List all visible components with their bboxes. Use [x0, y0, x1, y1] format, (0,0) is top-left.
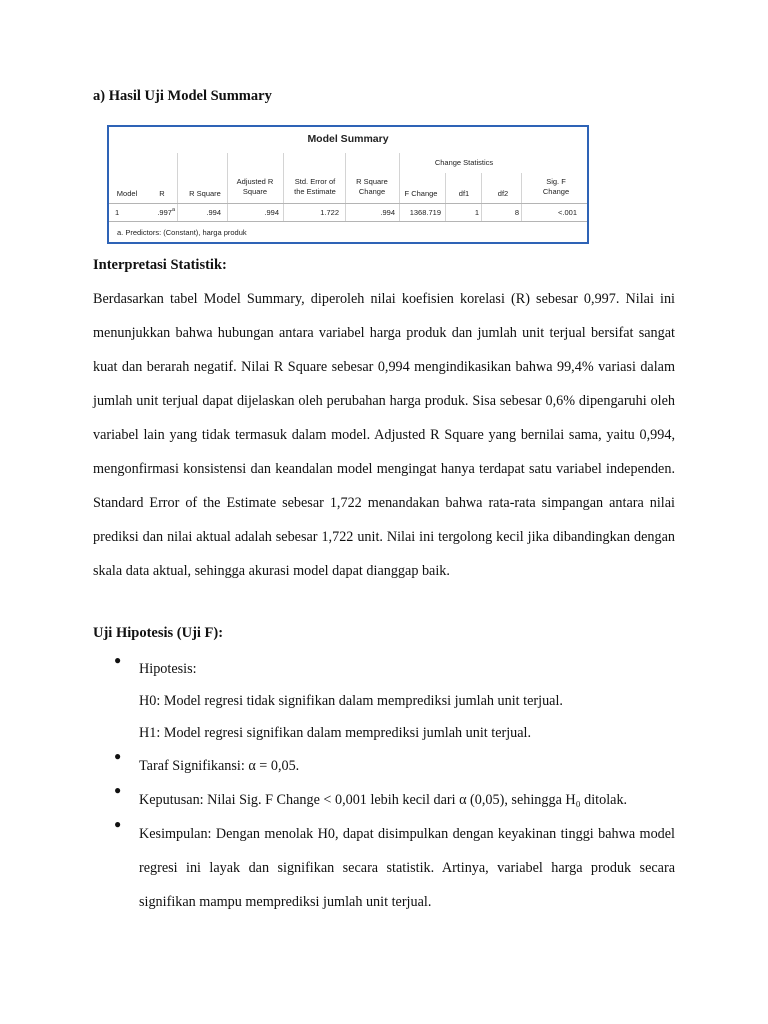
header-r-square-change: R Square Change: [356, 177, 388, 196]
grid-line: [345, 153, 346, 221]
cell-model: 1: [115, 208, 120, 217]
bullet-icon: ●: [114, 653, 122, 667]
kesimpulan-text: Kesimpulan: Dengan menolak H0, dapat disimpulkan dengan keyakinan tinggi bahwa model regresi ini layak dan signifikan secara statistik. Artinya, variabel harga produk secara signifikan mampu memprediksi jumlah unit terjual.: [139, 826, 675, 910]
bullet-icon: ●: [114, 783, 122, 797]
header-divider: [109, 203, 587, 204]
cell-df1: 1: [474, 208, 479, 217]
hypothesis-list: [93, 653, 675, 919]
interpretasi-paragraph: Berdasarkan tabel Model Summary, diperoleh nilai koefisien korelasi (R) sebesar 0,997. Nilai ini menunjukkan bahwa hubungan antara variabel harga produk dan jumlah unit terjual bersifat sangat kuat dan berarah negatif. Nilai R Square sebesar 0,994 mengindikasikan bahwa 99,4% variasi dalam jumlah unit terjual dapat dijelaskan oleh perubahan harga produk. Sisa sebesar 0,6% dipengaruhi oleh variabel lain yang tidak termasuk dalam model. Adjusted R Square yang bernilai sama, yaitu 0,994, mengonfirmasi konsistensi dan keandalan model mengingat hanya terdapat satu variabel independen. Standard Error of the Estimate sebesar 1,722 menandakan bahwa rata-rata simpangan antara nilai prediksi dan nilai aktual adalah sebesar 1,722 unit. Nilai ini tergolong kecil jika dibandingkan dengan skala data aktual, sehingga akurasi model dapat dianggap baik.: [93, 291, 675, 579]
table-footnote: a. Predictors: (Constant), harga produk: [117, 228, 247, 237]
model-summary-table: [107, 125, 589, 244]
header-std-error: Std. Error of the Estimate: [294, 177, 336, 196]
section-heading-uji-hipotesis: Uji Hipotesis (Uji F):: [93, 625, 224, 641]
bullet-icon: ●: [114, 817, 122, 831]
section-heading-model-summary: a) Hasil Uji Model Summary: [93, 88, 272, 104]
taraf-text: Taraf Signifikansi: α = 0,05.: [139, 758, 300, 774]
header-r: R: [159, 189, 165, 198]
cell-std-error: 1.722: [320, 208, 339, 217]
cell-f-change: 1368.719: [409, 208, 441, 217]
header-r-square: R Square: [189, 189, 221, 198]
header-model: Model: [116, 189, 138, 198]
list-item-keputusan: [93, 783, 675, 817]
cell-adjusted-r-square: .994: [264, 208, 279, 217]
header-adjusted-r-square: Adjusted R Square: [236, 177, 274, 196]
list-item-hipotesis: [93, 653, 675, 749]
keputusan-text: Keputusan: Nilai Sig. F Change < 0,001 lebih kecil dari α (0,05), sehingga H₀ ditolak.: [139, 792, 628, 808]
grid-line: [283, 153, 284, 221]
list-item-taraf: [93, 749, 675, 783]
cell-sig-f-change: <.001: [558, 208, 577, 217]
grid-line: [521, 173, 522, 221]
change-statistics-header: Change Statistics: [434, 158, 494, 167]
cell-df2: 8: [514, 208, 519, 217]
grid-line: [177, 153, 178, 221]
hipotesis-h1: H1: Model regresi signifikan dalam memprediksi jumlah unit terjual.: [139, 725, 532, 741]
cell-r-square-change: .994: [380, 208, 395, 217]
grid-line: [445, 173, 446, 221]
grid-line: [227, 153, 228, 221]
cell-r-square: .994: [206, 208, 221, 217]
bullet-icon: ●: [114, 749, 122, 763]
hipotesis-label: Hipotesis:: [139, 661, 197, 677]
header-f-change: F Change: [404, 189, 438, 198]
hipotesis-h0: H0: Model regresi tidak signifikan dalam memprediksi jumlah unit terjual.: [139, 693, 563, 709]
header-df1: df1: [458, 189, 470, 198]
row-divider: [109, 221, 587, 222]
grid-line: [481, 173, 482, 221]
table-title: Model Summary: [307, 133, 389, 145]
header-df2: df2: [497, 189, 509, 198]
section-heading-interpretasi: Interpretasi Statistik:: [93, 257, 227, 273]
cell-r: .997$^a$: [157, 207, 175, 217]
list-item-kesimpulan: [93, 817, 675, 919]
header-sig-f-change: Sig. F Change: [542, 177, 570, 196]
